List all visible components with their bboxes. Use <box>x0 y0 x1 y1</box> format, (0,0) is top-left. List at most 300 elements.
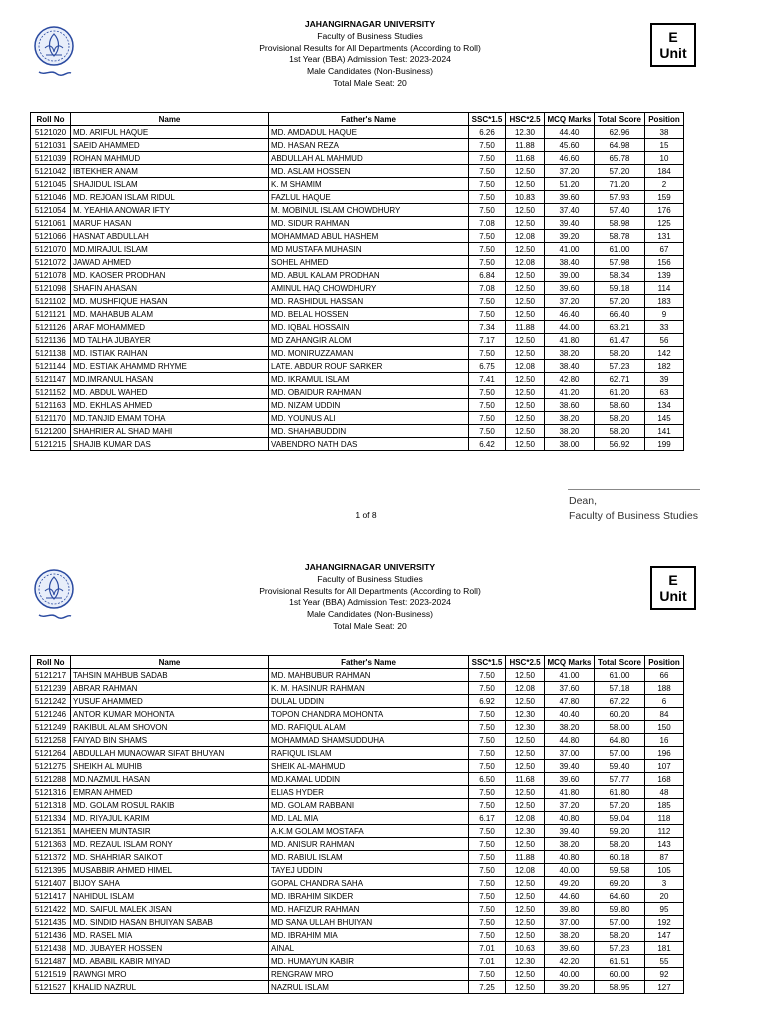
father-name-cell: MOHAMMAD ABUL HASHEM <box>269 230 469 243</box>
total-score-cell: 58.60 <box>595 399 645 412</box>
candidate-name-cell: RAKIBUL ALAM SHOVON <box>71 721 269 734</box>
total-score-cell: 67.22 <box>595 695 645 708</box>
total-score-cell: 59.04 <box>595 812 645 825</box>
position-cell: 139 <box>645 269 684 282</box>
mcq-marks-cell: 41.20 <box>545 386 595 399</box>
position-cell: 39 <box>645 373 684 386</box>
total-score-cell: 60.20 <box>595 708 645 721</box>
candidate-name-cell: MD.MIRAJUL ISLAM <box>71 243 269 256</box>
roll-no-cell: 5121070 <box>31 243 71 256</box>
ssc-score-cell: 7.50 <box>469 256 506 269</box>
column-header-position: Position <box>645 656 684 669</box>
table-row <box>31 360 684 373</box>
candidate-group: Male Candidates (Non-Business) <box>306 66 434 77</box>
position-cell: 9 <box>645 308 684 321</box>
total-score-cell: 59.18 <box>595 282 645 295</box>
candidate-name-cell: NAHIDUL ISLAM <box>71 890 269 903</box>
father-name-cell: MOHAMMAD SHAMSUDDUHA <box>269 734 469 747</box>
position-cell: 56 <box>645 334 684 347</box>
father-name-cell: MD. ASLAM HOSSEN <box>269 165 469 178</box>
total-score-cell: 56.92 <box>595 438 645 451</box>
ssc-score-cell: 7.50 <box>469 864 506 877</box>
column-header-ssc-score: SSC*1.5 <box>469 656 506 669</box>
total-score-cell: 61.20 <box>595 386 645 399</box>
unit-letter: E <box>668 29 678 45</box>
candidate-name-cell: HASNAT ABDULLAH <box>71 230 269 243</box>
hsc-score-cell: 12.50 <box>506 243 545 256</box>
candidate-name-cell: JAWAD AHMED <box>71 256 269 269</box>
roll-no-cell: 5121039 <box>31 152 71 165</box>
roll-no-cell: 5121138 <box>31 347 71 360</box>
position-cell: 168 <box>645 773 684 786</box>
ssc-score-cell: 7.50 <box>469 747 506 760</box>
university-name: JAHANGIRNAGAR UNIVERSITY <box>304 562 436 572</box>
results-table <box>30 655 684 994</box>
university-name: JAHANGIRNAGAR UNIVERSITY <box>304 19 436 29</box>
mcq-marks-cell: 41.00 <box>545 243 595 256</box>
candidate-name-cell: MD. JUBAYER HOSSEN <box>71 942 269 955</box>
position-cell: 184 <box>645 165 684 178</box>
table-row <box>31 786 684 799</box>
hsc-score-cell: 12.30 <box>506 126 545 139</box>
father-name-cell: MD. HASAN REZA <box>269 139 469 152</box>
ssc-score-cell: 7.01 <box>469 942 506 955</box>
total-score-cell: 59.58 <box>595 864 645 877</box>
results-table <box>30 112 684 451</box>
mcq-marks-cell: 40.00 <box>545 968 595 981</box>
father-name-cell: A.K.M GOLAM MOSTAFA <box>269 825 469 838</box>
ssc-score-cell: 6.42 <box>469 438 506 451</box>
table-row <box>31 734 684 747</box>
hsc-score-cell: 12.50 <box>506 425 545 438</box>
unit-badge <box>650 23 696 67</box>
roll-no-cell: 5121318 <box>31 799 71 812</box>
candidate-name-cell: BIJOY SAHA <box>71 877 269 890</box>
hsc-score-cell: 12.08 <box>506 682 545 695</box>
roll-no-cell: 5121200 <box>31 425 71 438</box>
father-name-cell: SOHEL AHMED <box>269 256 469 269</box>
mcq-marks-cell: 39.60 <box>545 282 595 295</box>
position-cell: 145 <box>645 412 684 425</box>
mcq-marks-cell: 41.80 <box>545 334 595 347</box>
total-score-cell: 65.78 <box>595 152 645 165</box>
roll-no-cell: 5121163 <box>31 399 71 412</box>
candidate-name-cell: MD. MAHABUB ALAM <box>71 308 269 321</box>
roll-no-cell: 5121258 <box>31 734 71 747</box>
total-score-cell: 57.98 <box>595 256 645 269</box>
candidate-name-cell: MUSABBIR AHMED HIMEL <box>71 864 269 877</box>
candidate-name-cell: ARAF MOHAMMED <box>71 321 269 334</box>
position-cell: 67 <box>645 243 684 256</box>
candidate-name-cell: ROHAN MAHMUD <box>71 152 269 165</box>
table-row <box>31 243 684 256</box>
father-name-cell: MD. SHAHABUDDIN <box>269 425 469 438</box>
mcq-marks-cell: 38.20 <box>545 838 595 851</box>
table-row <box>31 955 684 968</box>
father-name-cell: MD. ANISUR RAHMAN <box>269 838 469 851</box>
ssc-score-cell: 7.50 <box>469 386 506 399</box>
hsc-score-cell: 12.50 <box>506 165 545 178</box>
candidate-name-cell: TAHSIN MAHBUB SADAB <box>71 669 269 682</box>
position-cell: 131 <box>645 230 684 243</box>
column-header-father-name: Father's Name <box>269 113 469 126</box>
position-cell: 192 <box>645 916 684 929</box>
candidate-name-cell: MD. REZAUL ISLAM RONY <box>71 838 269 851</box>
hsc-score-cell: 10.83 <box>506 191 545 204</box>
position-cell: 84 <box>645 708 684 721</box>
candidate-group: Male Candidates (Non-Business) <box>306 609 434 620</box>
hsc-score-cell: 12.50 <box>506 334 545 347</box>
table-row <box>31 877 684 890</box>
candidate-name-cell: MD. ABDUL WAHED <box>71 386 269 399</box>
position-cell: 118 <box>645 812 684 825</box>
position-cell: 125 <box>645 217 684 230</box>
hsc-score-cell: 11.68 <box>506 773 545 786</box>
total-score-cell: 61.00 <box>595 669 645 682</box>
candidate-name-cell: MD.NAZMUL HASAN <box>71 773 269 786</box>
total-seat: Total Male Seat: 20 <box>333 620 407 631</box>
ssc-score-cell: 7.50 <box>469 191 506 204</box>
father-name-cell: MD ZAHANGIR ALOM <box>269 334 469 347</box>
ssc-score-cell: 7.50 <box>469 295 506 308</box>
total-score-cell: 58.20 <box>595 425 645 438</box>
column-header-roll-no: Roll No <box>31 113 71 126</box>
candidate-name-cell: MD. ARIFUL HAQUE <box>71 126 269 139</box>
father-name-cell: FAZLUL HAQUE <box>269 191 469 204</box>
total-score-cell: 57.18 <box>595 682 645 695</box>
candidate-name-cell: MD. SINDID HASAN BHUIYAN SABAB <box>71 916 269 929</box>
candidate-name-cell: EMRAN AHMED <box>71 786 269 799</box>
father-name-cell: RENGRAW MRO <box>269 968 469 981</box>
roll-no-cell: 5121519 <box>31 968 71 981</box>
mcq-marks-cell: 39.40 <box>545 825 595 838</box>
table-row <box>31 438 684 451</box>
ssc-score-cell: 6.26 <box>469 126 506 139</box>
university-seal-icon <box>33 22 75 84</box>
father-name-cell: MD. GOLAM RABBANI <box>269 799 469 812</box>
roll-no-cell: 5121078 <box>31 269 71 282</box>
position-cell: 48 <box>645 786 684 799</box>
father-name-cell: RAFIQUL ISLAM <box>269 747 469 760</box>
position-cell: 10 <box>645 152 684 165</box>
mcq-marks-cell: 37.20 <box>545 295 595 308</box>
roll-no-cell: 5121054 <box>31 204 71 217</box>
father-name-cell: AINAL <box>269 942 469 955</box>
total-score-cell: 62.96 <box>595 126 645 139</box>
position-cell: 15 <box>645 139 684 152</box>
table-row <box>31 347 684 360</box>
total-score-cell: 57.93 <box>595 191 645 204</box>
total-score-cell: 58.00 <box>595 721 645 734</box>
roll-no-cell: 5121072 <box>31 256 71 269</box>
ssc-score-cell: 7.50 <box>469 968 506 981</box>
dean-faculty: Faculty of Business Studies <box>569 510 698 522</box>
total-score-cell: 58.95 <box>595 981 645 994</box>
total-score-cell: 58.98 <box>595 217 645 230</box>
table-row <box>31 126 684 139</box>
father-name-cell: MD. LAL MIA <box>269 812 469 825</box>
mcq-marks-cell: 44.80 <box>545 734 595 747</box>
total-score-cell: 57.23 <box>595 360 645 373</box>
mcq-marks-cell: 40.00 <box>545 864 595 877</box>
table-row <box>31 760 684 773</box>
candidate-name-cell: RAWNGI MRO <box>71 968 269 981</box>
position-cell: 16 <box>645 734 684 747</box>
position-cell: 182 <box>645 360 684 373</box>
total-seat: Total Male Seat: 20 <box>333 77 407 88</box>
candidate-name-cell: MD. RASEL MIA <box>71 929 269 942</box>
father-name-cell: AMINUL HAQ CHOWDHURY <box>269 282 469 295</box>
father-name-cell: MD. IBRAHIM SIKDER <box>269 890 469 903</box>
table-row <box>31 838 684 851</box>
candidate-name-cell: MD. ISTIAK RAIHAN <box>71 347 269 360</box>
hsc-score-cell: 12.50 <box>506 903 545 916</box>
table-row <box>31 217 684 230</box>
total-score-cell: 57.77 <box>595 773 645 786</box>
hsc-score-cell: 12.50 <box>506 669 545 682</box>
mcq-marks-cell: 39.60 <box>545 773 595 786</box>
signature-line <box>568 489 700 490</box>
hsc-score-cell: 12.50 <box>506 399 545 412</box>
ssc-score-cell: 7.50 <box>469 799 506 812</box>
ssc-score-cell: 7.50 <box>469 425 506 438</box>
table-row <box>31 903 684 916</box>
ssc-score-cell: 7.41 <box>469 373 506 386</box>
candidate-name-cell: MD.IMRANUL HASAN <box>71 373 269 386</box>
mcq-marks-cell: 39.60 <box>545 942 595 955</box>
mcq-marks-cell: 44.60 <box>545 890 595 903</box>
hsc-score-cell: 12.50 <box>506 968 545 981</box>
ssc-score-cell: 7.50 <box>469 734 506 747</box>
position-cell: 95 <box>645 903 684 916</box>
hsc-score-cell: 12.50 <box>506 217 545 230</box>
hsc-score-cell: 12.08 <box>506 360 545 373</box>
ssc-score-cell: 7.50 <box>469 139 506 152</box>
hsc-score-cell: 12.50 <box>506 347 545 360</box>
ssc-score-cell: 7.50 <box>469 165 506 178</box>
ssc-score-cell: 6.50 <box>469 773 506 786</box>
roll-no-cell: 5121102 <box>31 295 71 308</box>
table-row <box>31 425 684 438</box>
roll-no-cell: 5121249 <box>31 721 71 734</box>
mcq-marks-cell: 51.20 <box>545 178 595 191</box>
ssc-score-cell: 7.50 <box>469 308 506 321</box>
table-row <box>31 191 684 204</box>
mcq-marks-cell: 40.80 <box>545 812 595 825</box>
ssc-score-cell: 7.50 <box>469 760 506 773</box>
total-score-cell: 58.20 <box>595 838 645 851</box>
ssc-score-cell: 7.50 <box>469 347 506 360</box>
mcq-marks-cell: 38.20 <box>545 425 595 438</box>
ssc-score-cell: 7.34 <box>469 321 506 334</box>
table-row <box>31 682 684 695</box>
father-name-cell: MD. RABIUL ISLAM <box>269 851 469 864</box>
roll-no-cell: 5121438 <box>31 942 71 955</box>
hsc-score-cell: 11.88 <box>506 321 545 334</box>
total-score-cell: 66.40 <box>595 308 645 321</box>
table-row <box>31 321 684 334</box>
table-row <box>31 695 684 708</box>
candidate-name-cell: MD. REJOAN ISLAM RIDUL <box>71 191 269 204</box>
table-row <box>31 669 684 682</box>
hsc-score-cell: 10.63 <box>506 942 545 955</box>
father-name-cell: MD. RASHIDUL HASSAN <box>269 295 469 308</box>
faculty-name: Faculty of Business Studies <box>317 30 423 41</box>
table-row <box>31 204 684 217</box>
total-score-cell: 59.80 <box>595 903 645 916</box>
hsc-score-cell: 12.50 <box>506 282 545 295</box>
position-cell: 63 <box>645 386 684 399</box>
father-name-cell: M. MOBINUL ISLAM CHOWDHURY <box>269 204 469 217</box>
roll-no-cell: 5121487 <box>31 955 71 968</box>
position-cell: 143 <box>645 838 684 851</box>
candidate-name-cell: MD. ESTIAK AHAMMD RHYME <box>71 360 269 373</box>
position-cell: 33 <box>645 321 684 334</box>
position-cell: 141 <box>645 425 684 438</box>
mcq-marks-cell: 38.20 <box>545 412 595 425</box>
hsc-score-cell: 12.50 <box>506 877 545 890</box>
roll-no-cell: 5121031 <box>31 139 71 152</box>
table-row <box>31 412 684 425</box>
roll-no-cell: 5121372 <box>31 851 71 864</box>
table-row <box>31 825 684 838</box>
mcq-marks-cell: 38.60 <box>545 399 595 412</box>
candidate-name-cell: MAHEEN MUNTASIR <box>71 825 269 838</box>
ssc-score-cell: 7.17 <box>469 334 506 347</box>
hsc-score-cell: 12.50 <box>506 308 545 321</box>
position-cell: 2 <box>645 178 684 191</box>
hsc-score-cell: 12.50 <box>506 760 545 773</box>
roll-no-cell: 5121417 <box>31 890 71 903</box>
hsc-score-cell: 12.50 <box>506 695 545 708</box>
table-row <box>31 851 684 864</box>
table-row <box>31 721 684 734</box>
mcq-marks-cell: 47.80 <box>545 695 595 708</box>
total-score-cell: 61.51 <box>595 955 645 968</box>
position-cell: 183 <box>645 295 684 308</box>
father-name-cell: MD. IKRAMUL ISLAM <box>269 373 469 386</box>
hsc-score-cell: 12.50 <box>506 799 545 812</box>
father-name-cell: MD. OBAIDUR RAHMAN <box>269 386 469 399</box>
father-name-cell: K. M SHAMIM <box>269 178 469 191</box>
hsc-score-cell: 12.50 <box>506 412 545 425</box>
ssc-score-cell: 7.50 <box>469 243 506 256</box>
table-row <box>31 269 684 282</box>
result-title: Provisional Results for All Departments (According to Roll) <box>259 42 481 53</box>
ssc-score-cell: 7.08 <box>469 217 506 230</box>
mcq-marks-cell: 39.20 <box>545 981 595 994</box>
position-cell: 107 <box>645 760 684 773</box>
position-cell: 185 <box>645 799 684 812</box>
father-name-cell: NAZRUL ISLAM <box>269 981 469 994</box>
ssc-score-cell: 7.50 <box>469 890 506 903</box>
total-score-cell: 71.20 <box>595 178 645 191</box>
roll-no-cell: 5121363 <box>31 838 71 851</box>
father-name-cell: MD. ABUL KALAM PRODHAN <box>269 269 469 282</box>
position-cell: 142 <box>645 347 684 360</box>
hsc-score-cell: 12.08 <box>506 864 545 877</box>
roll-no-cell: 5121239 <box>31 682 71 695</box>
roll-no-cell: 5121422 <box>31 903 71 916</box>
father-name-cell: MD. HAFIZUR RAHMAN <box>269 903 469 916</box>
table-row <box>31 929 684 942</box>
unit-badge <box>650 566 696 610</box>
father-name-cell: LATE. ABDUR ROUF SARKER <box>269 360 469 373</box>
ssc-score-cell: 6.17 <box>469 812 506 825</box>
hsc-score-cell: 12.50 <box>506 269 545 282</box>
hsc-score-cell: 12.50 <box>506 929 545 942</box>
column-header-hsc-score: HSC*2.5 <box>506 656 545 669</box>
mcq-marks-cell: 42.80 <box>545 373 595 386</box>
roll-no-cell: 5121136 <box>31 334 71 347</box>
roll-no-cell: 5121407 <box>31 877 71 890</box>
father-name-cell: MD. SIDUR RAHMAN <box>269 217 469 230</box>
ssc-score-cell: 7.01 <box>469 955 506 968</box>
candidate-name-cell: KHALID NAZRUL <box>71 981 269 994</box>
table-row <box>31 373 684 386</box>
hsc-score-cell: 12.50 <box>506 295 545 308</box>
mcq-marks-cell: 39.40 <box>545 217 595 230</box>
table-row <box>31 295 684 308</box>
hsc-score-cell: 12.50 <box>506 981 545 994</box>
total-score-cell: 57.00 <box>595 916 645 929</box>
column-header-mcq-marks: MCQ Marks <box>545 656 595 669</box>
column-header-hsc-score: HSC*2.5 <box>506 113 545 126</box>
table-row <box>31 799 684 812</box>
position-cell: 134 <box>645 399 684 412</box>
unit-word: Unit <box>659 45 687 61</box>
mcq-marks-cell: 37.60 <box>545 682 595 695</box>
roll-no-cell: 5121020 <box>31 126 71 139</box>
hsc-score-cell: 12.30 <box>506 721 545 734</box>
table-row <box>31 230 684 243</box>
total-score-cell: 57.20 <box>595 799 645 812</box>
father-name-cell: DULAL UDDIN <box>269 695 469 708</box>
ssc-score-cell: 7.25 <box>469 981 506 994</box>
mcq-marks-cell: 44.40 <box>545 126 595 139</box>
father-name-cell: MD. YOUNUS ALI <box>269 412 469 425</box>
candidate-name-cell: IBTEKHER ANAM <box>71 165 269 178</box>
total-score-cell: 58.20 <box>595 347 645 360</box>
position-cell: 38 <box>645 126 684 139</box>
father-name-cell: GOPAL CHANDRA SAHA <box>269 877 469 890</box>
position-cell: 188 <box>645 682 684 695</box>
candidate-name-cell: MD. GOLAM ROSUL RAKIB <box>71 799 269 812</box>
total-score-cell: 58.78 <box>595 230 645 243</box>
total-score-cell: 61.80 <box>595 786 645 799</box>
father-name-cell: MD.KAMAL UDDIN <box>269 773 469 786</box>
position-cell: 181 <box>645 942 684 955</box>
ssc-score-cell: 7.50 <box>469 825 506 838</box>
roll-no-cell: 5121147 <box>31 373 71 386</box>
ssc-score-cell: 7.50 <box>469 721 506 734</box>
total-score-cell: 57.40 <box>595 204 645 217</box>
column-header-total-score: Total Score <box>595 113 645 126</box>
position-cell: 66 <box>645 669 684 682</box>
roll-no-cell: 5121334 <box>31 812 71 825</box>
unit-letter: E <box>668 572 678 588</box>
mcq-marks-cell: 38.20 <box>545 929 595 942</box>
total-score-cell: 62.71 <box>595 373 645 386</box>
hsc-score-cell: 12.50 <box>506 438 545 451</box>
hsc-score-cell: 12.08 <box>506 230 545 243</box>
mcq-marks-cell: 37.00 <box>545 916 595 929</box>
hsc-score-cell: 12.50 <box>506 838 545 851</box>
father-name-cell: ELIAS HYDER <box>269 786 469 799</box>
total-score-cell: 60.00 <box>595 968 645 981</box>
unit-word: Unit <box>659 588 687 604</box>
total-score-cell: 60.18 <box>595 851 645 864</box>
